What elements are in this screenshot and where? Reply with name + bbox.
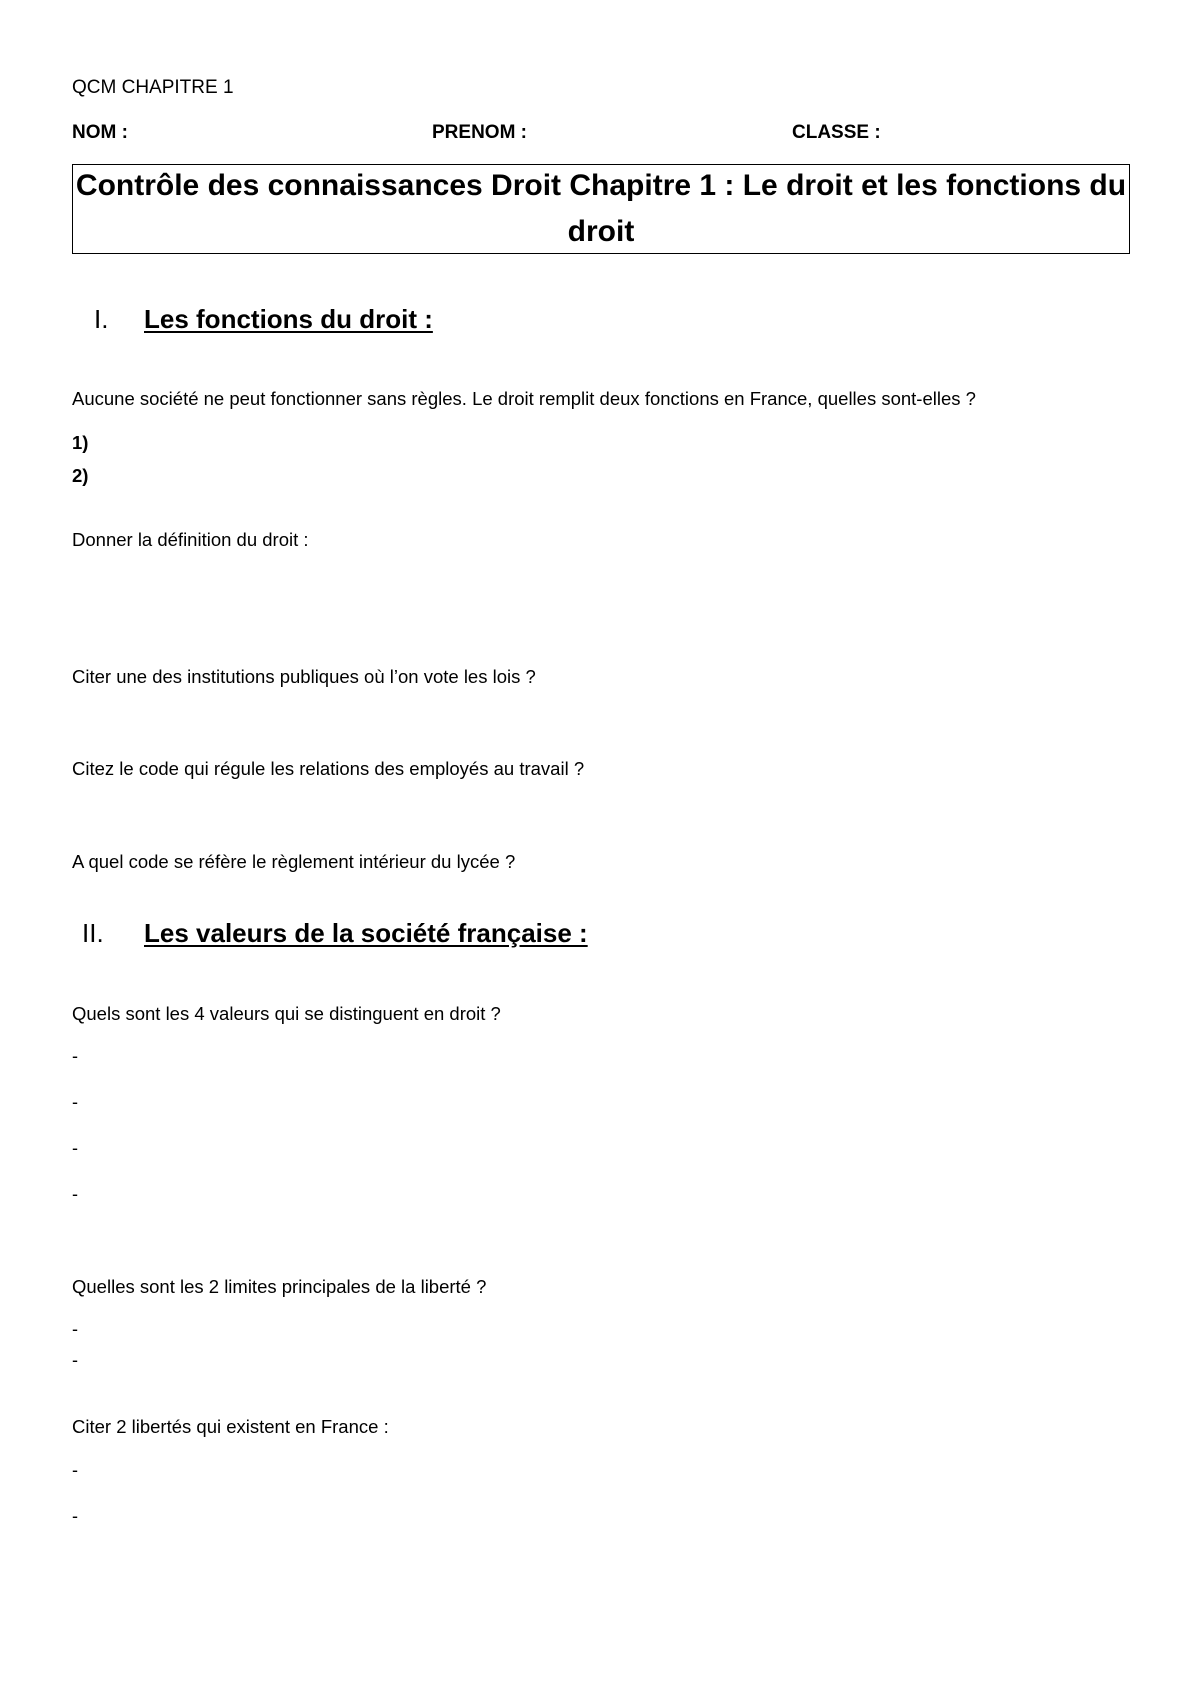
- section-1-title: Les fonctions du droit :: [144, 304, 433, 334]
- nom-label: NOM :: [72, 122, 128, 143]
- question-1-2: Donner la définition du droit :: [72, 529, 309, 550]
- section-1-number: I.: [94, 304, 109, 334]
- bullet-dash: -: [72, 1460, 78, 1480]
- prenom-label: PRENOM :: [432, 122, 527, 143]
- bullet-dash: -: [72, 1184, 78, 1204]
- question-2-1: Quels sont les 4 valeurs qui se distinguent en droit ?: [72, 1003, 501, 1024]
- classe-label: CLASSE :: [792, 122, 881, 143]
- question-1-3: Citer une des institutions publiques où l’on vote les lois ?: [72, 666, 536, 687]
- question-2-3: Citer 2 libertés qui existent en France :: [72, 1416, 389, 1437]
- question-1-1: Aucune société ne peut fonctionner sans règles. Le droit remplit deux fonctions en France, quelles sont-elles ?: [72, 388, 976, 409]
- question-1-4: Citez le code qui régule les relations des employés au travail ?: [72, 758, 585, 779]
- qcm-label: QCM CHAPITRE 1: [72, 77, 234, 98]
- bullet-dash: -: [72, 1319, 78, 1339]
- bullet-dash: -: [72, 1350, 78, 1370]
- question-1-5: A quel code se réfère le règlement intérieur du lycée ?: [72, 851, 516, 872]
- question-2-2: Quelles sont les 2 limites principales de la liberté ?: [72, 1276, 487, 1297]
- bullet-dash: -: [72, 1138, 78, 1158]
- document-title: Contrôle des connaissances Droit Chapitre 1 : Le droit et les fonctions du droit: [75, 169, 1127, 248]
- numbered-item-1: 1): [72, 432, 89, 453]
- bullet-dash: -: [72, 1092, 78, 1112]
- bullet-dash: -: [72, 1046, 78, 1066]
- section-2-number: II.: [82, 918, 104, 948]
- numbered-item-2: 2): [72, 465, 89, 486]
- title-box: [72, 164, 1130, 254]
- bullet-dash: -: [72, 1506, 78, 1526]
- section-2-title: Les valeurs de la société française :: [144, 918, 588, 948]
